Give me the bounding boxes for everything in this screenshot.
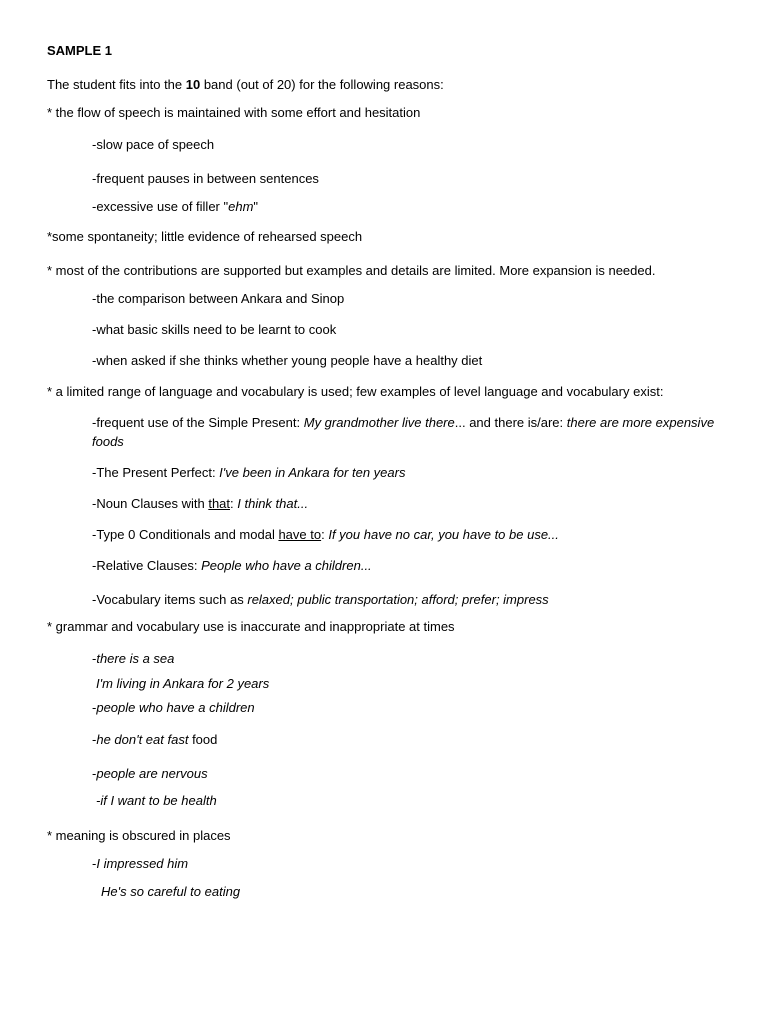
list-item: -frequent use of the Simple Present: My grandmother live there... and there is/are: there are more expensive: [92, 415, 715, 430]
list-item: -when asked if she thinks whether young people have a healthy diet: [92, 353, 483, 368]
intro-line: The student fits into the 10 band (out of 20) for the following reasons:: [47, 77, 444, 92]
document-title: SAMPLE 1: [47, 43, 113, 58]
list-item: -slow pace of speech: [92, 137, 215, 152]
list-item: -frequent pauses in between sentences: [92, 171, 319, 186]
list-item: -excessive use of filler "ehm": [92, 199, 259, 214]
section-heading-contributions: * most of the contributions are supported but examples and details are limited. More expansion is needed.: [47, 263, 656, 278]
list-item: -Type 0 Conditionals and modal have to: If you have no car, you have to be use...: [92, 527, 559, 542]
section-heading-meaning: * meaning is obscured in places: [47, 828, 231, 843]
list-item: -he don't eat fast food: [92, 732, 218, 747]
list-item: -Relative Clauses: People who have a children...: [92, 558, 372, 573]
list-item: -Noun Clauses with that: I think that...: [92, 496, 309, 511]
list-item: -people who have a children: [92, 700, 255, 715]
list-item: -there is a sea: [92, 651, 175, 666]
section-heading-grammar: * grammar and vocabulary use is inaccurate and inappropriate at times: [47, 619, 455, 634]
section-heading-language-range: * a limited range of language and vocabulary is used; few examples of level language and vocabulary exist:: [47, 384, 664, 399]
list-item: -people are nervous: [92, 766, 208, 781]
list-item: -what basic skills need to be learnt to cook: [92, 322, 337, 337]
list-item: -The Present Perfect: I've been in Ankara for ten years: [92, 465, 406, 480]
list-item: -Vocabulary items such as relaxed; public transportation; afford; prefer; impress: [92, 592, 549, 607]
list-item-continuation: foods: [92, 434, 124, 449]
list-item: I'm living in Ankara for 2 years: [96, 676, 270, 691]
list-item: He's so careful to eating: [101, 884, 241, 899]
list-item: -the comparison between Ankara and Sinop: [92, 291, 345, 306]
list-item: -I impressed him: [92, 856, 189, 871]
section-heading-flow: * the flow of speech is maintained with some effort and hesitation: [47, 105, 421, 120]
list-item: -if I want to be health: [96, 793, 217, 808]
section-heading-spontaneity: *some spontaneity; little evidence of rehearsed speech: [47, 229, 363, 244]
